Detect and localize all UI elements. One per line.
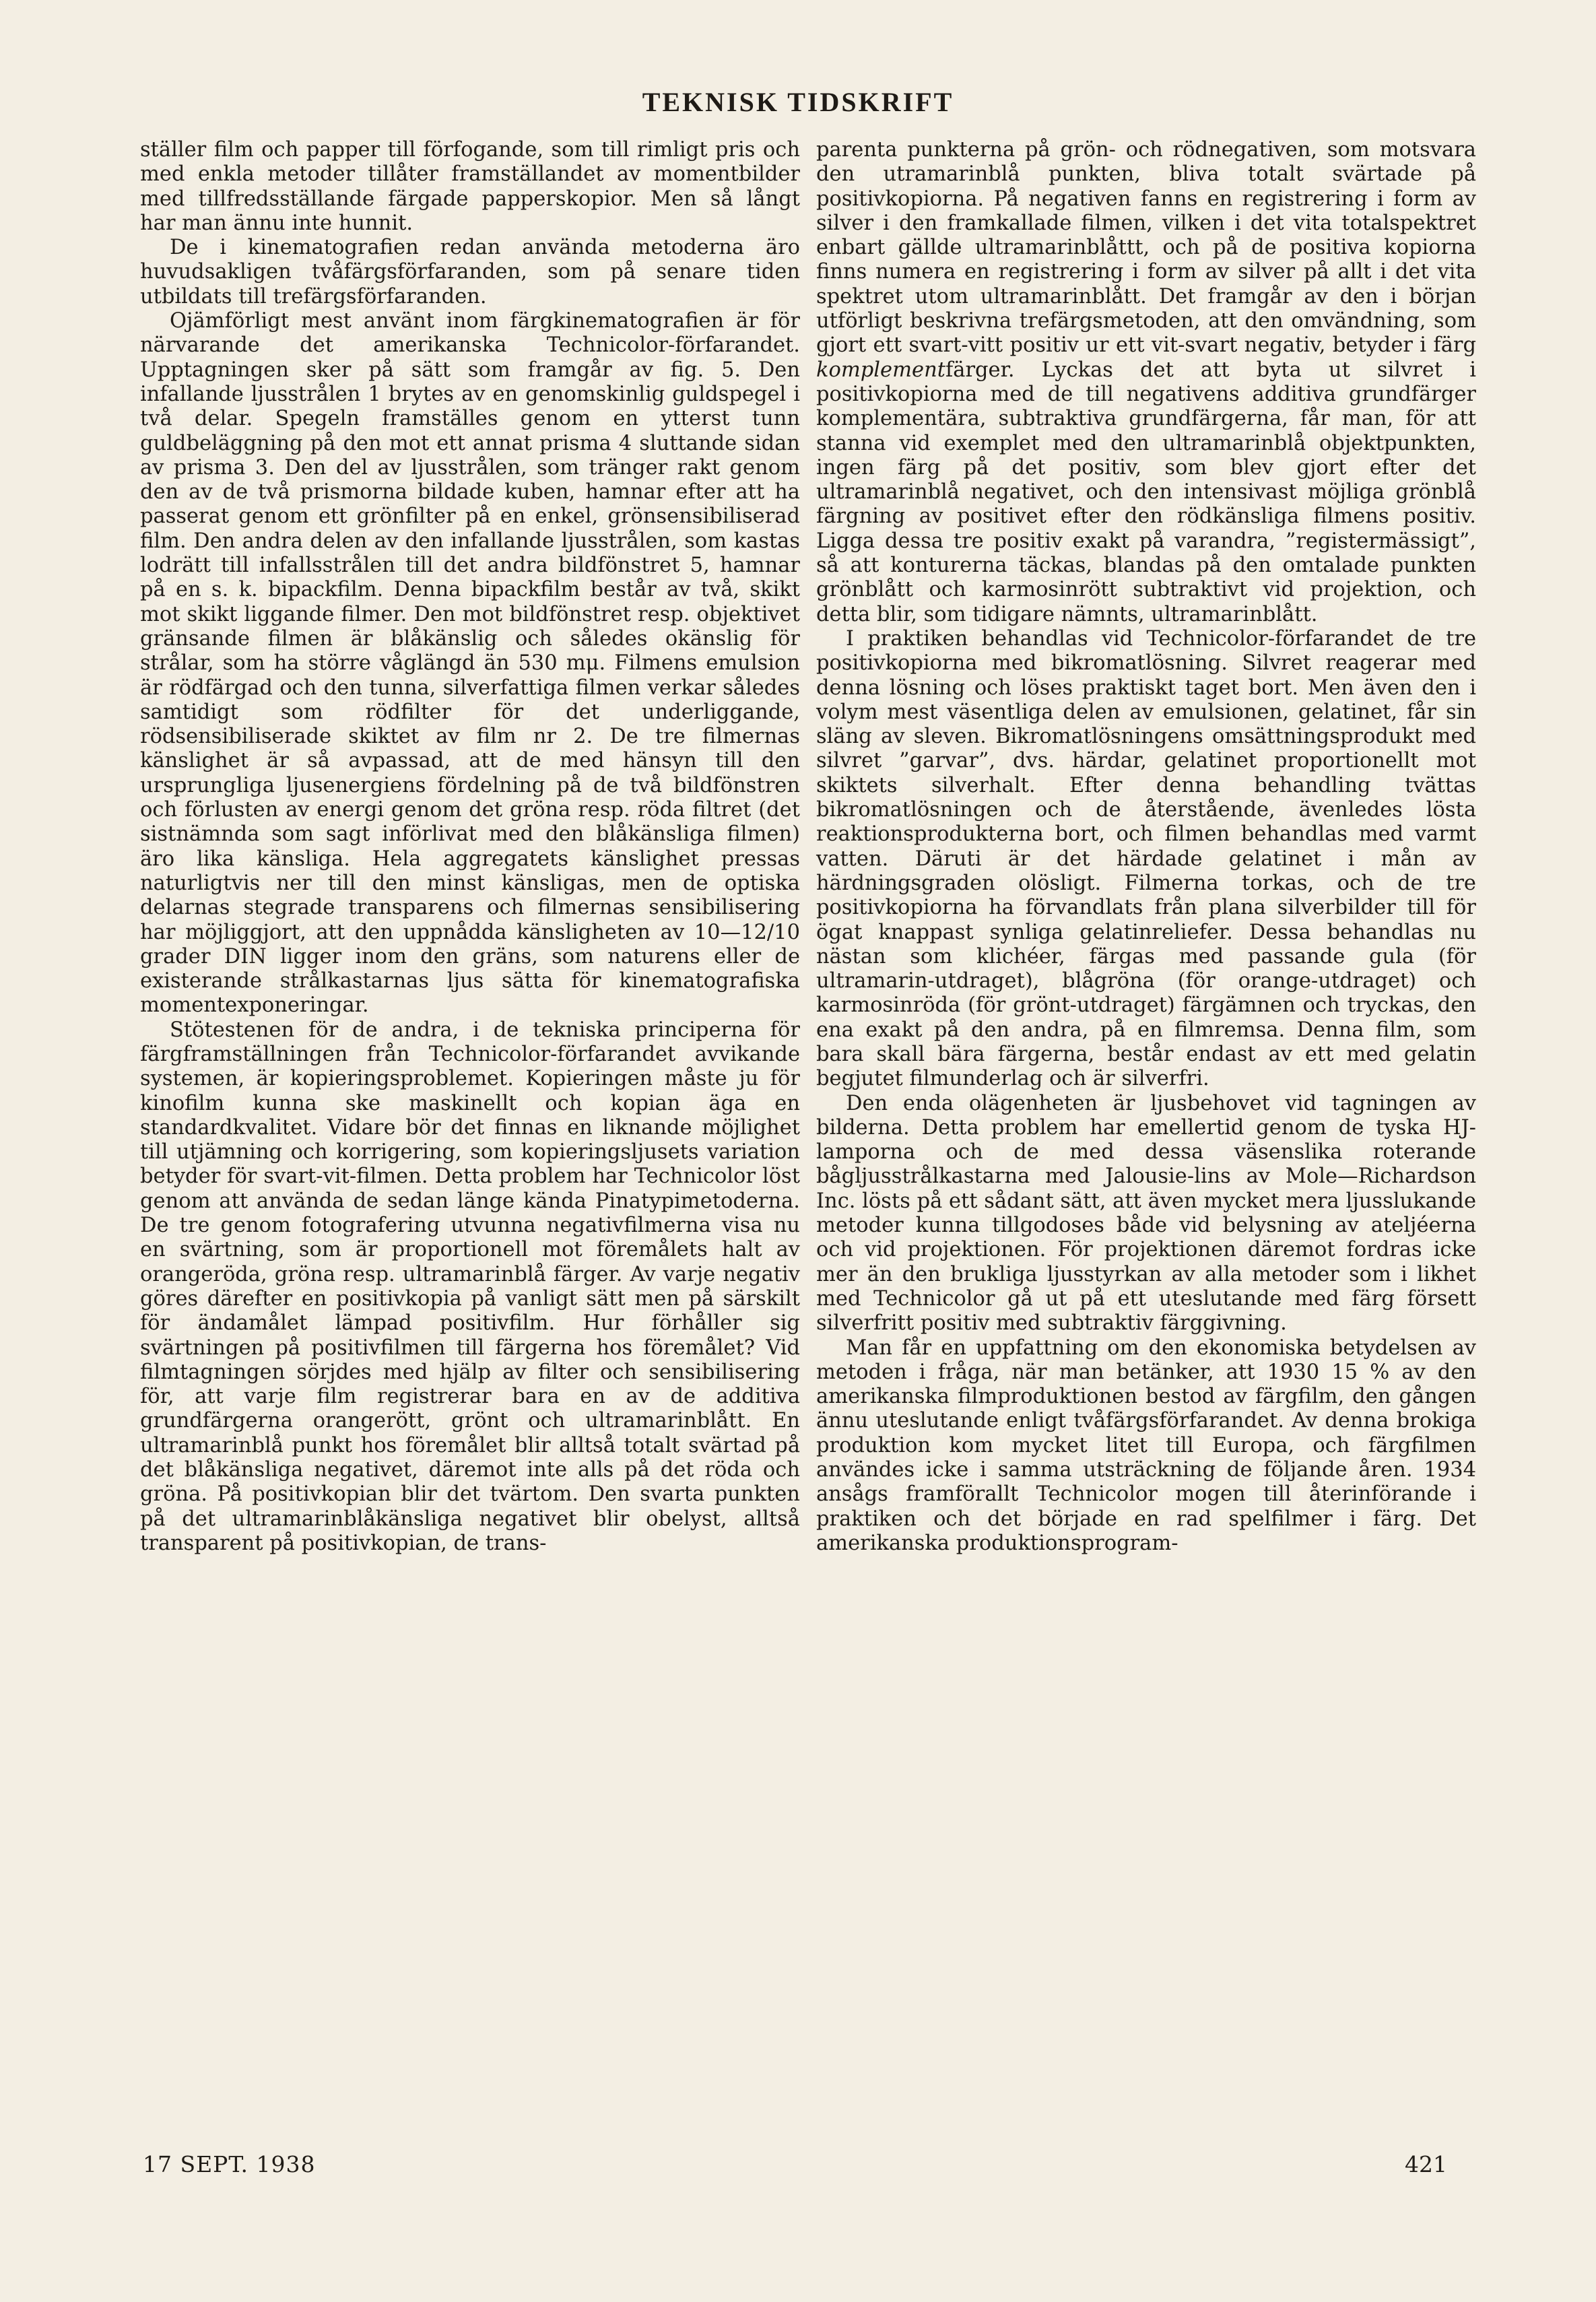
- right-paragraph-1: [816, 138, 1476, 627]
- right-column: [816, 138, 1476, 1556]
- right-paragraph-2: I praktiken behandlas vid Technicolor-förfarandet de tre positivkopiorna med bikromatlösning. Silvret reagerar med denna lösning och löses praktiskt taget bort. Men även den i volym mest väsentliga delen av emulsionen, gelatinet, får sin släng av sleven. Bikromatlösningens omsättningsprodukt med silvret ”garvar”, dvs. härdar, gelatinet proportionellt mot skiktets silverhalt. Efter denna behandling tvättas bikromatlösningen och de återstående, ävenledes lösta reaktionsprodukterna bort, och filmen behandlas med varmt vatten. Däruti är det härdade gelatinet i mån av härdningsgraden olösligt. Filmerna torkas, och de tre positivkopiorna ha förvandlats från plana silverbilder till för ögat knappast synliga gelatinreliefer. Dessa behandlas nu nästan som klichéer, färgas med passande gula (för ultramarin-utdraget), blågröna (för orange-utdraget) och karmosinröda (för grönt-utdraget) färgämnen och tryckas, den ena exakt på den andra, på en filmremsa. Denna film, som bara skall bära färgerna, består endast av ett med gelatin begjutet filmunderlag och är silverfri.: [816, 626, 1476, 1091]
- left-paragraph-1: ställer film och papper till förfogande, som till rimligt pris och med enkla metoder tillåter framställandet av momentbilder med tillfredsställande färgade papperskopior. Men så långt har man ännu inte hunnit.: [140, 138, 800, 235]
- left-paragraph-2: De i kinematografien redan använda metoderna äro huvudsakligen tvåfärgsförfaranden, som på senare tiden utbildats till trefärgsförfaranden.: [140, 236, 800, 308]
- right-paragraph-3: Den enda olägenheten är ljusbehovet vid tagningen av bilderna. Detta problem har emellertid genom de tyska HJ-lamporna och de med dessa väsenslika roterande bågljusstrålkastarna med Jalousie-lins av Mole—Richardson Inc. lösts på ett sådant sätt, att även mycket mera ljusslukande metoder kunna tillgodoses både vid belysning av ateljéerna och vid projektionen. För projektionen däremot fordras icke mer än den brukliga ljusstyrkan av alla metoder som i likhet med Technicolor gå ut på ett uteslutande med färg försett silverfritt positiv med subtraktiv färggivning.: [816, 1091, 1476, 1336]
- journal-title: TEKNISK TIDSKRIFT: [642, 87, 954, 117]
- right-paragraph-1-text-a: parenta punkterna på grön- och rödnegativen, som motsvara den utramarinblå punkten, bliva totalt svärtade på positivkopiorna. På negativen fanns en registrering i form av silver i den framkallade filmen, vilken i det vita totalspektret enbart gällde ultramarinblåttt, och på de positiva kopiorna finns numera en registrering i form av silver på allt i det vita spektret utom ultramarinblått. Det framgår av den i början utförligt beskrivna trefärgsmetoden, att den omvändning, som gjort ett svart-vitt positiv ur ett vit-svart negativ, betyder i färg: [816, 138, 1476, 358]
- right-paragraph-1-italic: komplement: [816, 358, 945, 382]
- left-paragraph-3: Ojämförligt mest använt inom färgkinematografien är för närvarande det amerikanska Technicolor-förfarandet. Upptagningen sker på sätt som framgår av fig. 5. Den infallande ljusstrålen 1 brytes av en genomskinlig guldspegel i två delar. Spegeln framställes genom en ytterst tunn guldbeläggning på den mot ett annat prisma 4 sluttande sidan av prisma 3. Den del av ljusstrålen, som tränger rakt genom den av de två prismorna bildade kuben, hamnar efter att ha passerat genom ett grönfilter på en enkel, grönsensibiliserad film. Den andra delen av den infallande ljusstrålen, som kastas lodrätt till infallsstrålen till det andra bildfönstret 5, hamnar på en s. k. bipackfilm. Denna bipackfilm består av två, skikt mot skikt liggande filmer. Den mot bildfönstret resp. objektivet gränsande filmen är blåkänslig och således okänslig för strålar, som ha större våglängd än 530 mμ. Filmens emulsion är rödfärgad och den tunna, silverfattiga filmen verkar således samtidigt som rödfilter för det underliggande, rödsensibiliserade skiktet av film nr 2. De tre filmernas känslighet är så avpassad, att de med hänsyn till den ursprungliga ljusenergiens fördelning på de två bildfönstren och förlusten av energi genom det gröna resp. röda filtret (det sistnämnda som sagt införlivat med den blåkänsliga filmen) äro lika känsliga. Hela aggregatets känslighet pressas naturligtvis ner till den minst känsligas, men de optiska delarnas stegrade transparens och filmernas sensibilisering har möjliggjort, att den uppnådda känsligheten av 10—12/10 grader DIN ligger inom den gräns, som naturens eller de existerande strålkastarnas ljus sätta för kinematografiska momentexponeringar.: [140, 309, 800, 1018]
- issue-date: 17 SEPT. 1938: [143, 2151, 316, 2177]
- right-paragraph-1-text-b: färger. Lyckas det att byta ut silvret i positivkopiorna med de till negativens additiva grundfärger komplementära, subtraktiva grundfärgerna, får man, för att stanna vid exemplet med den ultramarinblå objektpunkten, ingen färg på det positiv, som blev gjort efter det ultramarinblå negativet, och den intensivast möjliga grönblå färgning av positivet efter den rödkänsliga filmens positiv. Ligga dessa tre positiv exakt på varandra, ”registermässigt”, så att konturerna täckas, blandas på den omtalade punkten grönblått och karmosinrött subtraktivt vid projektion, och detta blir, som tidigare nämnts, ultramarinblått.: [816, 358, 1476, 626]
- left-column: [140, 138, 800, 1556]
- page-number: 421: [1405, 2151, 1447, 2177]
- right-paragraph-4: Man får en uppfattning om den ekonomiska betydelsen av metoden i fråga, när man betänker, att 1930 15 % av den amerikanska filmproduktionen bestod av färgfilm, den gången ännu uteslutande enligt tvåfärgsförfarandet. Av denna brokiga produktion kom mycket litet till Europa, och färgfilmen användes icke i samma utsträckning de följande åren. 1934 ansågs framförallt Technicolor mogen till återinförande i praktiken och det började en rad spelfilmer i färg. Det amerikanska produktionsprogram-: [816, 1336, 1476, 1555]
- left-paragraph-4: Stötestenen för de andra, i de tekniska principerna för färgframställningen från Technicolor-förfarandet avvikande systemen, är kopieringsproblemet. Kopieringen måste ju för kinofilm kunna ske maskinellt och kopian äga en standardkvalitet. Vidare bör det finnas en liknande möjlighet till utjämning och korrigering, som kopieringsljusets variation betyder för svart-vit-filmen. Detta problem har Technicolor löst genom att använda de sedan länge kända Pinatypimetoderna. De tre genom fotografering utvunna negativfilmerna visa nu en svärtning, som är proportionell mot föremålets halt av orangeröda, gröna resp. ultramarinblå färger. Av varje negativ göres därefter en positivkopia på vanligt sätt men på särskilt för ändamålet lämpad positivfilm. Hur förhåller sig svärtningen på positivfilmen till färgerna hos föremålet? Vid filmtagningen sörjdes med hjälp av filter och sensibilisering för, att varje film registrerar bara en av de additiva grundfärgerna orangerött, grönt och ultramarinblått. En ultramarinblå punkt hos föremålet blir alltså totalt svärtad på det blåkänsliga negativet, däremot inte alls på det röda och gröna. På positivkopian blir det tvärtom. Den svarta punkten på det ultramarinblåkänsliga negativet blir obelyst, alltså transparent på positivkopian, de trans-: [140, 1018, 800, 1555]
